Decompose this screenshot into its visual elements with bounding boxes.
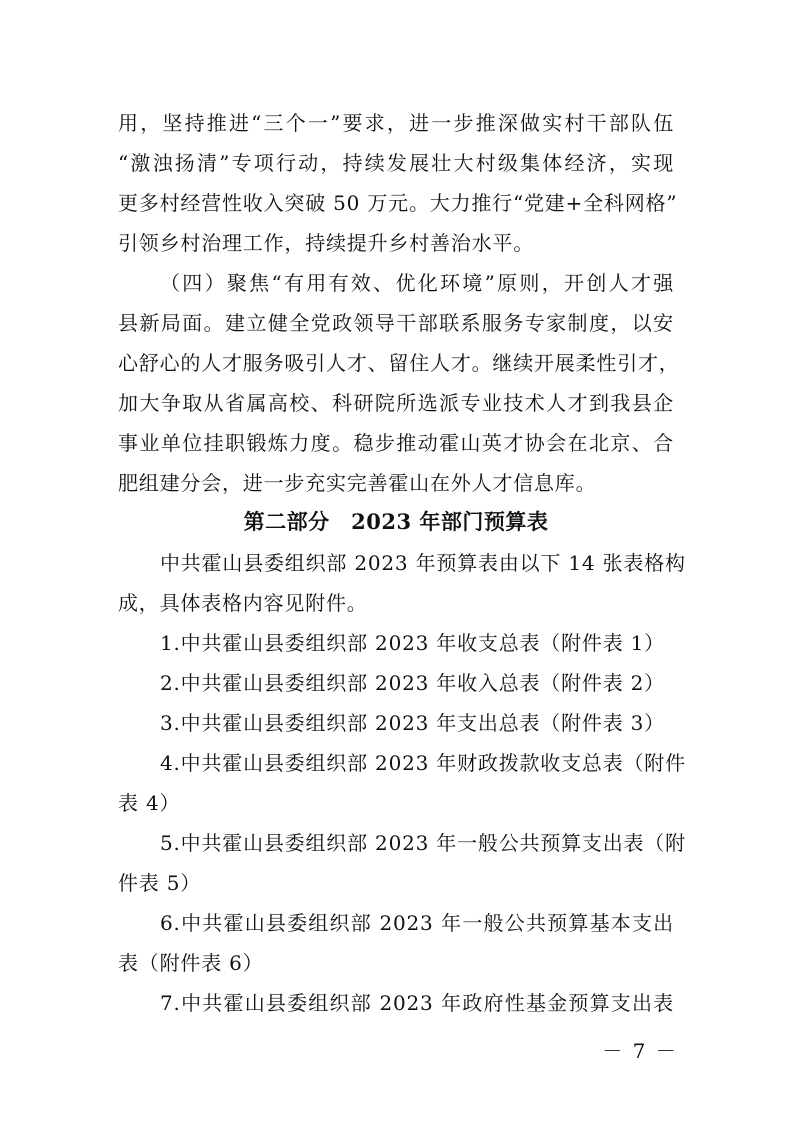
paragraph-line: 更多村经营性收入突破 50 万元。大力推行“党建+全科网格” — [118, 191, 678, 215]
list-item: 7.中共霍山县委组织部 2023 年政府性基金预算支出表 — [160, 991, 674, 1015]
list-item: 1.中共霍山县委组织部 2023 年收支总表（附件表 1） — [160, 631, 665, 655]
paragraph-line: （四）聚焦“有用有效、优化环境”原则，开创人才强 — [160, 271, 674, 295]
list-item: 6.中共霍山县委组织部 2023 年一般公共预算基本支出 — [160, 911, 674, 935]
paragraph-line: 肥组建分会，进一步充实完善霍山在外人才信息库。 — [118, 471, 597, 495]
paragraph-line: “激浊扬清”专项行动，持续发展壮大村级集体经济，实现 — [118, 151, 674, 175]
list-item-continuation: 件表 5） — [118, 871, 202, 895]
list-item-continuation: 表 4） — [118, 791, 181, 815]
page-number: － 7 － — [602, 1039, 678, 1063]
paragraph-line: 引领乡村治理工作，持续提升乡村善治水平。 — [118, 231, 534, 255]
paragraph-line: 加大争取从省属高校、科研院所选派专业技术人才到我县企 — [118, 391, 674, 415]
paragraph-line: 心舒心的人才服务吸引人才、留住人才。继续开展柔性引才， — [118, 351, 680, 375]
paragraph-line: 事业单位挂职锻炼力度。稳步推动霍山英才协会在北京、合 — [118, 431, 674, 455]
list-item-continuation: 表（附件表 6） — [118, 951, 264, 975]
list-item: 2.中共霍山县委组织部 2023 年收入总表（附件表 2） — [160, 671, 665, 695]
paragraph-line: 用，坚持推进“三个一”要求，进一步推深做实村干部队伍 — [118, 111, 674, 135]
list-item: 4.中共霍山县委组织部 2023 年财政拨款收支总表（附件 — [160, 751, 686, 775]
paragraph-line: 县新局面。建立健全党政领导干部联系服务专家制度，以安 — [118, 311, 674, 335]
paragraph-line: 中共霍山县委组织部 2023 年预算表由以下 14 张表格构 — [160, 551, 686, 575]
section-heading: 第二部分 2023 年部门预算表 — [243, 509, 549, 534]
paragraph-line: 成，具体表格内容见附件。 — [118, 591, 368, 615]
list-item: 5.中共霍山县委组织部 2023 年一般公共预算支出表（附 — [160, 831, 686, 855]
list-item: 3.中共霍山县委组织部 2023 年支出总表（附件表 3） — [160, 711, 665, 735]
